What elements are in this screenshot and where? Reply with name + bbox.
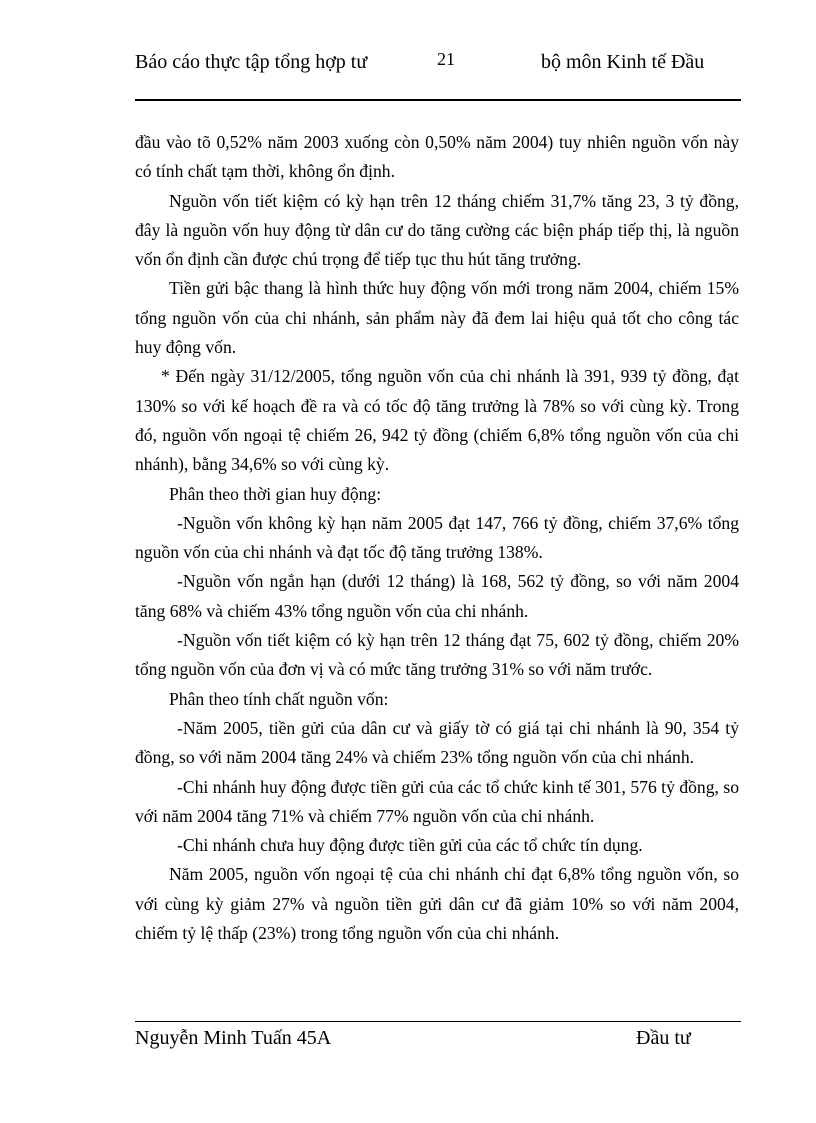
page-header — [135, 48, 741, 100]
page-number: 21 — [437, 49, 455, 69]
paragraph: * Đến ngày 31/12/2005, tổng nguồn vốn của chi nhánh là 391, 939 tỷ đồng, đạt 130% so với kế hoạch đề ra và có tốc độ tăng trưởng là 78% so với cùng kỳ. Trong đó, nguồn vốn ngoại tệ chiếm 26, 942 tỷ đồng (chiếm 6,8% tổng nguồn vốn của chi nhánh), bằng 34,6% so với cùng kỳ. — [135, 366, 739, 475]
list-item: -Năm 2005, tiền gửi của dân cư và giấy tờ có giá tại chi nhánh là 90, 354 tỷ đồng, so với năm 2004 tăng 24% và chiếm 23% tổng nguồn vốn của chi nhánh. — [135, 717, 739, 768]
footer-divider — [135, 1021, 741, 1022]
document-body — [135, 128, 739, 948]
section-label: Phân theo tính chất nguồn vốn: — [169, 688, 389, 709]
list-item: -Nguồn vốn tiết kiệm có kỳ hạn trên 12 tháng đạt 75, 602 tỷ đồng, chiếm 20% tổng nguồn vốn của đơn vị và có mức tăng trưởng 31% so với năm trước. — [135, 630, 739, 680]
list-item: -Chi nhánh chưa huy động được tiền gửi của các tổ chức tín dụng. — [177, 835, 643, 856]
paragraph: đầu vào tõ 0,52% năm 2003 xuống còn 0,50% năm 2004) tuy nhiên nguồn vốn này có tính chất tạm thời, không ổn định. — [135, 132, 739, 182]
list-item: -Nguồn vốn ngắn hạn (dưới 12 tháng) là 168, 562 tỷ đồng, so với năm 2004 tăng 68% và chiếm 43% tổng nguồn vốn của chi nhánh. — [135, 571, 739, 621]
author-name: Nguyễn Minh Tuấn 45A — [135, 1027, 332, 1049]
section-label: Phân theo thời gian huy động: — [169, 483, 382, 504]
paragraph: Năm 2005, nguồn vốn ngoại tệ của chi nhánh chỉ đạt 6,8% tổng nguồn vốn, so với cùng kỳ giảm 27% và nguồn tiền gửi dân cư đã giảm 10% so với năm 2004, chiếm tỷ lệ thấp (23%) trong tổng nguồn vốn của chi nhánh. — [135, 864, 739, 944]
list-item: -Nguồn vốn không kỳ hạn năm 2005 đạt 147, 766 tỷ đồng, chiếm 37,6% tổng nguồn vốn của chi nhánh và đạt tốc độ tăng trưởng 138%. — [135, 512, 739, 563]
header-divider — [135, 99, 741, 101]
paragraph: Tiền gửi bậc thang là hình thức huy động vốn mới trong năm 2004, chiếm 15% tổng nguồn vốn của chi nhánh, sản phẩm này đã đem lai hiệu quả tốt cho công tác huy động vốn. — [135, 278, 739, 358]
list-item: -Chi nhánh huy động được tiền gửi của các tổ chức kinh tế 301, 576 tỷ đồng, so với năm 2004 tăng 71% và chiếm 77% nguồn vốn của chi nhánh. — [135, 776, 739, 826]
department-title: bộ môn Kinh tế Đầu — [541, 51, 705, 73]
report-title: Báo cáo thực tập tổng hợp tư — [135, 51, 368, 73]
footer-department: Đầu tư — [636, 1027, 691, 1049]
paragraph: Nguồn vốn tiết kiệm có kỳ hạn trên 12 tháng chiếm 31,7% tăng 23, 3 tỷ đồng, đây là nguồn vốn huy động từ dân cư do tăng cường các biện pháp tiếp thị, là nguồn vốn ổn định cần được chú trọng để tiếp tục thu hút tăng trưởng. — [135, 190, 739, 270]
